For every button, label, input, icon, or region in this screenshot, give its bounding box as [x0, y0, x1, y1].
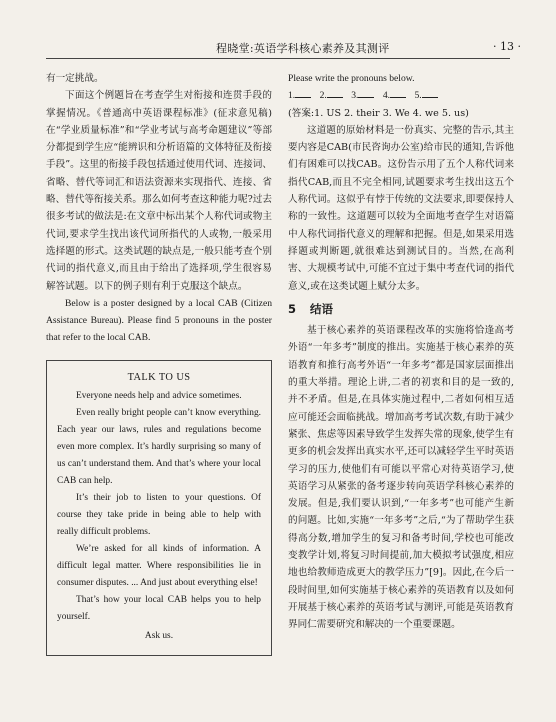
page-number: · 13 · — [493, 40, 521, 53]
section-title: 结语 — [310, 301, 334, 316]
poster-line1: Everyone needs help and advice sometimes. — [76, 390, 242, 401]
blank-label-4: 4. — [382, 90, 391, 102]
blank-line — [422, 87, 438, 98]
blank-line — [295, 87, 311, 98]
running-title: 程晓堂:英语学科核心素养及其测评 — [216, 42, 390, 55]
poster-paragraph-1: Even really bright people can’t know everything. Each year our laws, rules and regulations become even more complex. It’s hardly surprising so many of us can’t understand them. And that’s where your local CAB can help. — [57, 407, 261, 486]
paragraph-continuation: 有一定挑战。 — [46, 73, 104, 84]
blank-label-2: 2. — [319, 90, 327, 102]
blanks-row — [288, 87, 514, 104]
paragraph-conclusion: 基于核心素养的英语课程改革的实施将恰逢高考外语“一年多考”制度的推出。实施基于核心素养的英语教育和推行高考外语“一年多考”都是国家层面推出的重大举措。理论上讲,二者的初衷和目的是一致的,并不矛盾。但是,在具体实施过程中,二者如何相互适应可能还会面临挑战。增加高考考试次数,有助于减少紧张、焦虑等因素导致学生发挥失常的现象,使学生有更多的机会发挥出真实水平,还可以减轻学生平时英语学习的压力,使他们有可能以平常心对待英语学习,使英语学习从紧张的备考逐步转向英语学科核心素养的发展。但是,我们要认识到,“一年多考”也可能产生新的问题。比如,实施“一年多考”之后,“为了帮助学生获得高分数,增加学生的复习和备考时间,学校也可能改变教学计划,将复习时间提前,加大模拟考试强度,相应地也给教师造成更大的教学压力”[9]。因此,在今后一段时间里,如何实施基于核心素养的英语教育以及如何开展基于核心素养的英语考试与测评,可能是英语教育界同仁需要研究和解决的一个重要课题。 — [288, 325, 514, 631]
blanks-instruction: Please write the pronouns below. — [288, 73, 415, 84]
answer-key: (答案:1. US 2. their 3. We 4. we 5. us) — [288, 107, 469, 119]
paragraph-example-intro: 下面这个例题旨在考查学生对衔接和连贯手段的掌握情况。《普通高中英语课程标准》(征求意见稿)在“学业质量标准”和“学业考试与高考命题建议”等部分都提到学生应“能辨识和分析语篇的文体特征及衔接手段”。这里的衔接手段包括通过使用代词、连接词、省略、替代等词汇和语法资源来实现指代、连接、省略、替代等衔接关系。那么如何考查这种能力呢?过去很多考试的做法是:在文章中标出某个人称代词或物主代词,要求学生找出该代词所指代的人或物,一般采用选择题的形式。这类试题的缺点是,一般只能考查个别代词的指代意义,而且由于给出了选择项,学生很容易解答试题。以下的例子则有利于克服这个缺点。 — [46, 90, 272, 292]
running-header — [0, 0, 556, 62]
left-column — [46, 70, 272, 656]
blank-line — [327, 87, 343, 98]
blank-line — [390, 87, 406, 98]
paragraph-analysis: 这道题的原始材料是一份真实、完整的告示,其主要内容是CAB(市民咨询办公室)给市民的通知,告诉他们有困难可以找CAB。这份告示用了五个人称代词来指代CAB,而且不完全相同,试题要求考生找出这五个人称代词。这似乎有悖于传统的文法要求,即要保持人称的一致性。这道题可以较为全面地考查学生对语篇中人称代词指代意义的理解和把握。但是,如果采用选择题或判断题,就很难达到测试目的。当然,在高利害、大规模考试中,可能不宜过于集中考查代词的指代意义,或在这类试题上赋分太多。 — [288, 124, 514, 292]
blank-line — [358, 87, 374, 98]
poster-box — [46, 360, 272, 656]
paragraph-task-instruction: Below is a poster designed by a local CAB (Citizen Assistance Bureau). Please find 5 pronouns in the poster that refer to the local CAB. — [46, 297, 272, 344]
blank-label-5: 5. — [414, 90, 422, 102]
blank-label-3: 3. — [351, 90, 359, 102]
blank-label-1: 1. — [288, 90, 296, 102]
section-heading — [288, 301, 514, 318]
poster-paragraph-3: We’re asked for all kinds of information. A difficult legal matter. Where responsibilities lie in consumer disputes. ... And just about everything else! — [57, 543, 261, 588]
section-number: 5 — [288, 301, 297, 316]
poster-sign: Ask us. — [144, 630, 174, 641]
header-rule — [46, 58, 510, 59]
poster-title: TALK TO US — [127, 371, 191, 383]
poster-paragraph-4: That’s how your local CAB helps you to help yourself. — [57, 594, 261, 622]
poster-paragraph-2: It’s their job to listen to your questions. Of course they take pride in being able to help with really difficult problems. — [57, 492, 261, 537]
right-column — [288, 70, 514, 634]
